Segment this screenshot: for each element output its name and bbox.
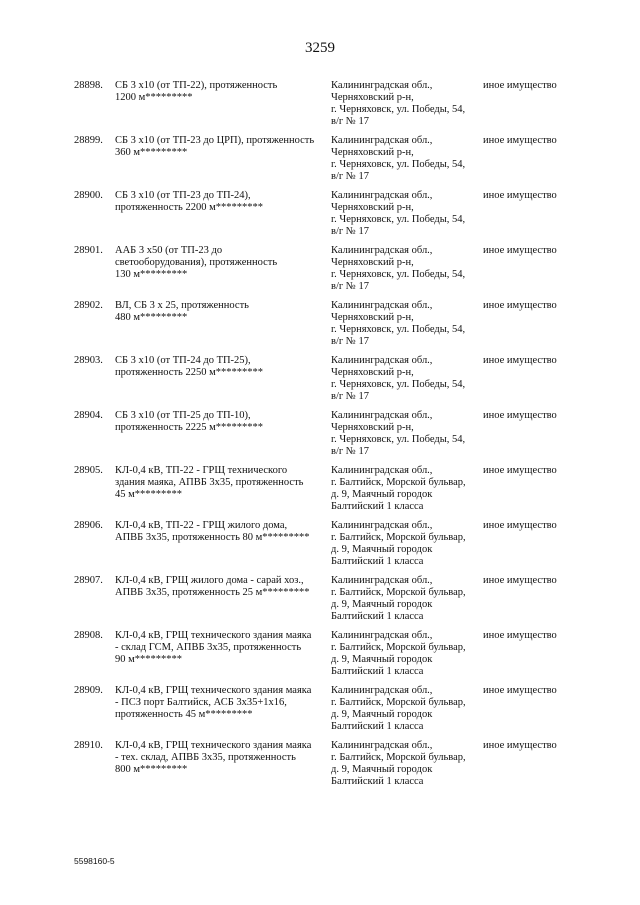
description-line: протяженность 45 м*********	[115, 709, 253, 720]
address-line: г. Балтийск, Морской бульвар,	[331, 642, 466, 653]
description-line: 90 м*********	[115, 654, 183, 665]
description-line: - ПСЗ порт Балтийск, АСБ 3х35+1х16,	[115, 697, 287, 708]
item-address	[331, 685, 479, 733]
item-description	[115, 355, 325, 379]
table-row	[0, 245, 640, 300]
address-line: Калининградская обл.,	[331, 520, 433, 531]
address-line: Черняховский р-н,	[331, 257, 414, 268]
description-line: КЛ-0,4 кВ, ГРЩ технического здания маяка	[115, 630, 312, 641]
description-line: 480 м*********	[115, 312, 188, 323]
item-address	[331, 80, 479, 128]
description-line: здания маяка, АПВБ 3х35, протяженность	[115, 477, 304, 488]
address-line: г. Балтийск, Морской бульвар,	[331, 752, 466, 763]
property-type: иное имущество	[483, 685, 557, 696]
address-line: Балтийский 1 класса	[331, 666, 424, 677]
address-line: г. Черняховск, ул. Победы, 54,	[331, 269, 466, 280]
property-type: иное имущество	[483, 245, 557, 256]
description-line: ВЛ, СБ 3 х 25, протяженность	[115, 300, 249, 311]
address-line: Калининградская обл.,	[331, 575, 433, 586]
table-row	[0, 575, 640, 630]
address-line: Черняховский р-н,	[331, 202, 414, 213]
address-line: в/г № 17	[331, 171, 369, 182]
item-number: 28909.	[74, 685, 103, 696]
description-line: АПВБ 3х35, протяженность 25 м*********	[115, 587, 310, 598]
item-address	[331, 190, 479, 238]
item-number: 28899.	[74, 135, 103, 146]
item-address	[331, 355, 479, 403]
item-description	[115, 575, 325, 599]
address-line: Калининградская обл.,	[331, 245, 433, 256]
address-line: в/г № 17	[331, 226, 369, 237]
item-address	[331, 630, 479, 678]
document-code: 5598160-5	[74, 856, 115, 866]
item-description	[115, 520, 325, 544]
address-line: Черняховский р-н,	[331, 147, 414, 158]
item-number: 28908.	[74, 630, 103, 641]
address-line: Калининградская обл.,	[331, 740, 433, 751]
address-line: в/г № 17	[331, 391, 369, 402]
item-description	[115, 300, 325, 324]
description-line: КЛ-0,4 кВ, ГРЩ технического здания маяка	[115, 740, 312, 751]
property-type: иное имущество	[483, 630, 557, 641]
page-number: 3259	[305, 40, 335, 56]
address-line: Черняховский р-н,	[331, 312, 414, 323]
table-row	[0, 685, 640, 740]
address-line: в/г № 17	[331, 116, 369, 127]
address-line: д. 9, Маячный городок	[331, 544, 433, 555]
address-line: д. 9, Маячный городок	[331, 654, 433, 665]
description-line: КЛ-0,4 кВ, ТП-22 - ГРЩ технического	[115, 465, 288, 476]
description-line: КЛ-0,4 кВ, ГРЩ жилого дома - сарай хоз.,	[115, 575, 304, 586]
item-address	[331, 245, 479, 293]
address-line: Калининградская обл.,	[331, 410, 433, 421]
property-type: иное имущество	[483, 135, 557, 146]
description-line: протяженность 2200 м*********	[115, 202, 263, 213]
property-type: иное имущество	[483, 520, 557, 531]
item-address	[331, 465, 479, 513]
description-line: СБ 3 х10 (от ТП-24 до ТП-25),	[115, 355, 251, 366]
item-description	[115, 685, 325, 721]
address-line: г. Балтийск, Морской бульвар,	[331, 587, 466, 598]
description-line: 130 м*********	[115, 269, 188, 280]
description-line: СБ 3 х10 (от ТП-25 до ТП-10),	[115, 410, 251, 421]
property-type: иное имущество	[483, 575, 557, 586]
address-line: Калининградская обл.,	[331, 465, 433, 476]
property-list	[0, 80, 640, 795]
item-number: 28902.	[74, 300, 103, 311]
item-number: 28904.	[74, 410, 103, 421]
address-line: Балтийский 1 класса	[331, 611, 424, 622]
description-line: 1200 м*********	[115, 92, 193, 103]
item-description	[115, 465, 325, 501]
address-line: Калининградская обл.,	[331, 190, 433, 201]
address-line: Калининградская обл.,	[331, 80, 433, 91]
description-line: КЛ-0,4 кВ, ТП-22 - ГРЩ жилого дома,	[115, 520, 288, 531]
table-row	[0, 465, 640, 520]
table-row	[0, 520, 640, 575]
address-line: д. 9, Маячный городок	[331, 764, 433, 775]
item-description	[115, 630, 325, 666]
address-line: г. Черняховск, ул. Победы, 54,	[331, 324, 466, 335]
item-address	[331, 520, 479, 568]
item-address	[331, 740, 479, 788]
item-address	[331, 135, 479, 183]
address-line: г. Балтийск, Морской бульвар,	[331, 477, 466, 488]
property-type: иное имущество	[483, 80, 557, 91]
description-line: 800 м*********	[115, 764, 188, 775]
description-line: СБ 3 х10 (от ТП-23 до ТП-24),	[115, 190, 251, 201]
description-line: СБ 3 х10 (от ТП-22), протяженность	[115, 80, 278, 91]
address-line: Балтийский 1 класса	[331, 556, 424, 567]
table-row	[0, 355, 640, 410]
address-line: Калининградская обл.,	[331, 685, 433, 696]
description-line: - склад ГСМ, АПВБ 3х35, протяженность	[115, 642, 302, 653]
address-line: в/г № 17	[331, 336, 369, 347]
address-line: Балтийский 1 класса	[331, 721, 424, 732]
description-line: 45 м*********	[115, 489, 183, 500]
property-type: иное имущество	[483, 740, 557, 751]
description-line: - тех. склад, АПВБ 3х35, протяженность	[115, 752, 296, 763]
table-row	[0, 190, 640, 245]
item-address	[331, 410, 479, 458]
table-row	[0, 80, 640, 135]
address-line: Балтийский 1 класса	[331, 776, 424, 787]
address-line: Черняховский р-н,	[331, 367, 414, 378]
table-row	[0, 300, 640, 355]
item-number: 28907.	[74, 575, 103, 586]
description-line: 360 м*********	[115, 147, 188, 158]
address-line: г. Балтийск, Морской бульвар,	[331, 532, 466, 543]
item-address	[331, 300, 479, 348]
property-type: иное имущество	[483, 410, 557, 421]
table-row	[0, 410, 640, 465]
item-number: 28898.	[74, 80, 103, 91]
address-line: д. 9, Маячный городок	[331, 489, 433, 500]
item-description	[115, 410, 325, 434]
address-line: Черняховский р-н,	[331, 422, 414, 433]
address-line: д. 9, Маячный городок	[331, 709, 433, 720]
description-line: протяженность 2250 м*********	[115, 367, 263, 378]
item-number: 28901.	[74, 245, 103, 256]
address-line: г. Черняховск, ул. Победы, 54,	[331, 159, 466, 170]
address-line: г. Черняховск, ул. Победы, 54,	[331, 434, 466, 445]
property-type: иное имущество	[483, 465, 557, 476]
table-row	[0, 740, 640, 795]
description-line: светооборудования), протяженность	[115, 257, 278, 268]
item-address	[331, 575, 479, 623]
description-line: СБ 3 х10 (от ТП-23 до ЦРП), протяженность	[115, 135, 315, 146]
property-type: иное имущество	[483, 190, 557, 201]
table-row	[0, 135, 640, 190]
description-line: протяженность 2225 м*********	[115, 422, 263, 433]
table-row	[0, 630, 640, 685]
address-line: Калининградская обл.,	[331, 300, 433, 311]
address-line: г. Черняховск, ул. Победы, 54,	[331, 214, 466, 225]
item-number: 28905.	[74, 465, 103, 476]
address-line: в/г № 17	[331, 281, 369, 292]
item-description	[115, 245, 325, 281]
item-number: 28906.	[74, 520, 103, 531]
item-number: 28903.	[74, 355, 103, 366]
item-description	[115, 740, 325, 776]
address-line: Черняховский р-н,	[331, 92, 414, 103]
address-line: г. Черняховск, ул. Победы, 54,	[331, 104, 466, 115]
item-description	[115, 135, 325, 159]
description-line: КЛ-0,4 кВ, ГРЩ технического здания маяка	[115, 685, 312, 696]
address-line: Калининградская обл.,	[331, 355, 433, 366]
address-line: Калининградская обл.,	[331, 630, 433, 641]
item-description	[115, 190, 325, 214]
item-number: 28910.	[74, 740, 103, 751]
address-line: Балтийский 1 класса	[331, 501, 424, 512]
item-description	[115, 80, 325, 104]
description-line: АПВБ 3х35, протяженность 80 м*********	[115, 532, 310, 543]
address-line: в/г № 17	[331, 446, 369, 457]
address-line: Калининградская обл.,	[331, 135, 433, 146]
item-number: 28900.	[74, 190, 103, 201]
address-line: г. Балтийск, Морской бульвар,	[331, 697, 466, 708]
property-type: иное имущество	[483, 300, 557, 311]
address-line: д. 9, Маячный городок	[331, 599, 433, 610]
address-line: г. Черняховск, ул. Победы, 54,	[331, 379, 466, 390]
property-type: иное имущество	[483, 355, 557, 366]
description-line: ААБ 3 х50 (от ТП-23 до	[115, 245, 223, 256]
